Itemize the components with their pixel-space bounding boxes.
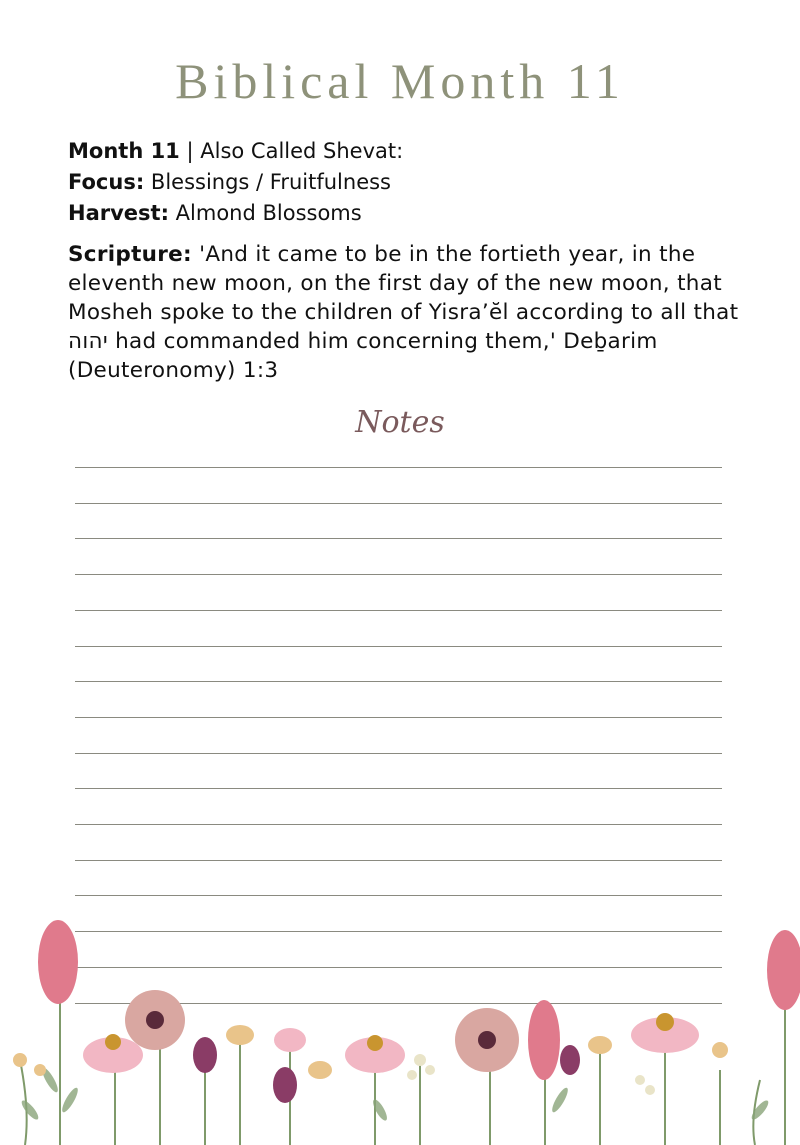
note-line bbox=[75, 574, 722, 575]
note-line bbox=[75, 681, 722, 682]
note-line bbox=[75, 610, 722, 611]
scripture-block: Scripture: 'And it came to be in the fortieth year, in the eleventh new moon, on the first day of the new moon, that Mosheh spoke to the children of Yisra’ĕl according to all that יהוה had commanded him concerning them,' Deḇarim (Deuteronomy) 1:3 bbox=[68, 242, 739, 383]
note-line bbox=[75, 824, 722, 825]
harvest-row: Harvest: Almond Blossoms bbox=[68, 201, 362, 225]
note-line bbox=[75, 538, 722, 539]
month-info bbox=[68, 136, 748, 229]
note-line bbox=[75, 788, 722, 789]
notes-heading: Notes bbox=[355, 405, 445, 440]
note-line bbox=[75, 895, 722, 896]
note-line bbox=[75, 646, 722, 647]
month-row: Month 11 | Also Called Shevat: bbox=[68, 139, 404, 163]
page-title: Biblical Month 11 bbox=[175, 53, 625, 109]
note-line bbox=[75, 860, 722, 861]
note-line bbox=[75, 503, 722, 504]
note-line bbox=[75, 753, 722, 754]
floral-border-illustration bbox=[0, 910, 800, 1145]
note-line bbox=[75, 717, 722, 718]
focus-row: Focus: Blessings / Fruitfulness bbox=[68, 170, 392, 194]
note-line bbox=[75, 467, 722, 468]
